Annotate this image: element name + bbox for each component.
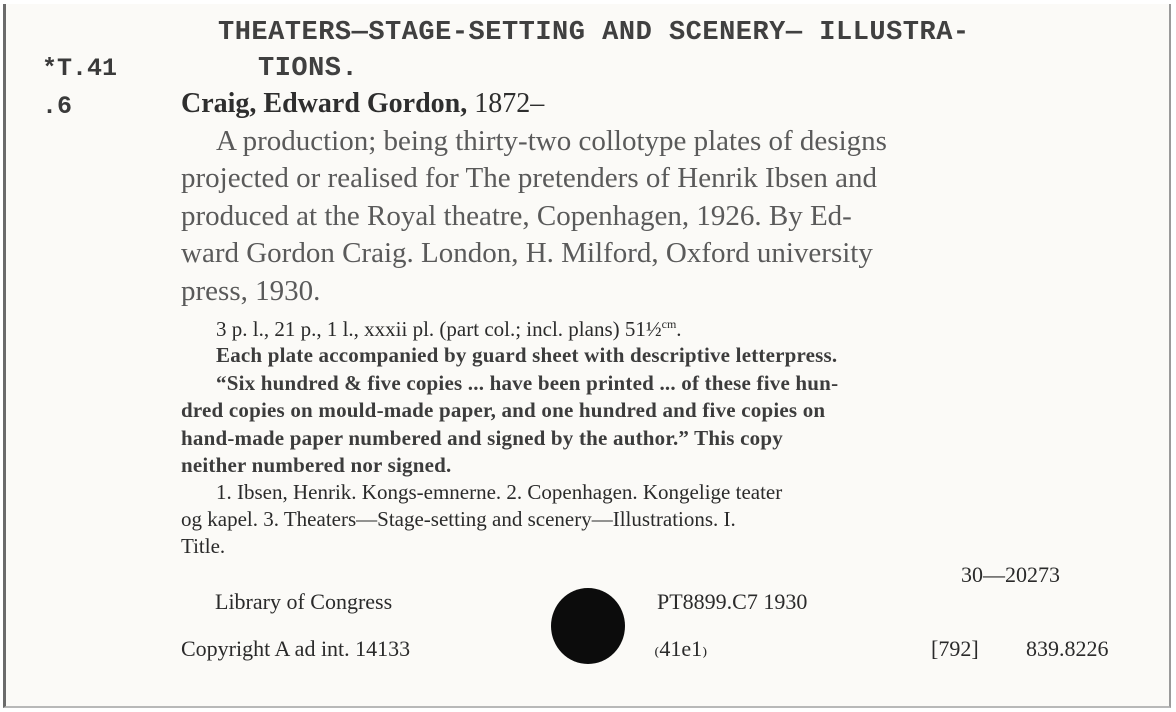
classification-number: PT8899.C7 1930 bbox=[657, 589, 808, 614]
title-line-1: A production; being thirty-two collotype plates of designs bbox=[216, 125, 887, 157]
tracing-line-2: og kapel. 3. Theaters—Stage-setting and scenery—Illustrations. I. bbox=[181, 507, 736, 531]
copyright-entry: Copyright A ad int. 14133 bbox=[181, 636, 411, 661]
note-line-1: Each plate accompanied by guard sheet with descriptive letterpress. bbox=[216, 343, 838, 367]
collation-unit: cm bbox=[661, 317, 677, 331]
punch-hole bbox=[551, 588, 625, 664]
reference-number: 839.8226 bbox=[1026, 636, 1109, 661]
title-line-3: produced at the Royal theatre, Copenhagen, 1926. By Ed- bbox=[181, 200, 852, 232]
author-entry bbox=[181, 88, 544, 120]
subject-heading-line2: TIONS. bbox=[258, 54, 359, 84]
order-code: ₍41e1₎ bbox=[654, 636, 708, 661]
author-name: Craig, Edward Gordon, bbox=[181, 88, 468, 119]
call-number-line2: .6 bbox=[42, 92, 73, 121]
title-line-4: ward Gordon Craig. London, H. Milford, Oxford university bbox=[181, 237, 873, 269]
reference-bracket: [792] bbox=[931, 636, 979, 661]
note-line-5: neither numbered nor signed. bbox=[181, 453, 452, 477]
library-label: Library of Congress bbox=[215, 589, 393, 614]
author-dates: 1872– bbox=[467, 88, 545, 119]
tracing-line-1: 1. Ibsen, Henrik. Kongs-emnerne. 2. Copenhagen. Kongelige teater bbox=[216, 480, 783, 504]
tracing-line-3: Title. bbox=[181, 534, 226, 558]
call-number-line1: *T.41 bbox=[42, 54, 118, 83]
catalog-card bbox=[3, 4, 1171, 708]
title-line-5: press, 1930. bbox=[181, 275, 321, 307]
collation-text: 3 p. l., 21 p., 1 l., xxxii pl. (part col.; incl. plans) 51½ bbox=[216, 317, 662, 341]
note-line-2: “Six hundred & five copies ... have been printed ... of these five hun- bbox=[216, 371, 839, 395]
note-line-4: hand-made paper numbered and signed by the author.” This copy bbox=[181, 426, 783, 450]
collation-end: . bbox=[676, 317, 682, 341]
card-number: 30—20273 bbox=[961, 562, 1060, 587]
subject-heading-line1: THEATERS—STAGE-SETTING AND SCENERY— ILLUSTRA- bbox=[218, 18, 970, 48]
title-line-2: projected or realised for The pretenders of Henrik Ibsen and bbox=[181, 162, 877, 194]
note-line-3: dred copies on mould-made paper, and one hundred and five copies on bbox=[181, 398, 826, 422]
collation bbox=[216, 317, 682, 342]
